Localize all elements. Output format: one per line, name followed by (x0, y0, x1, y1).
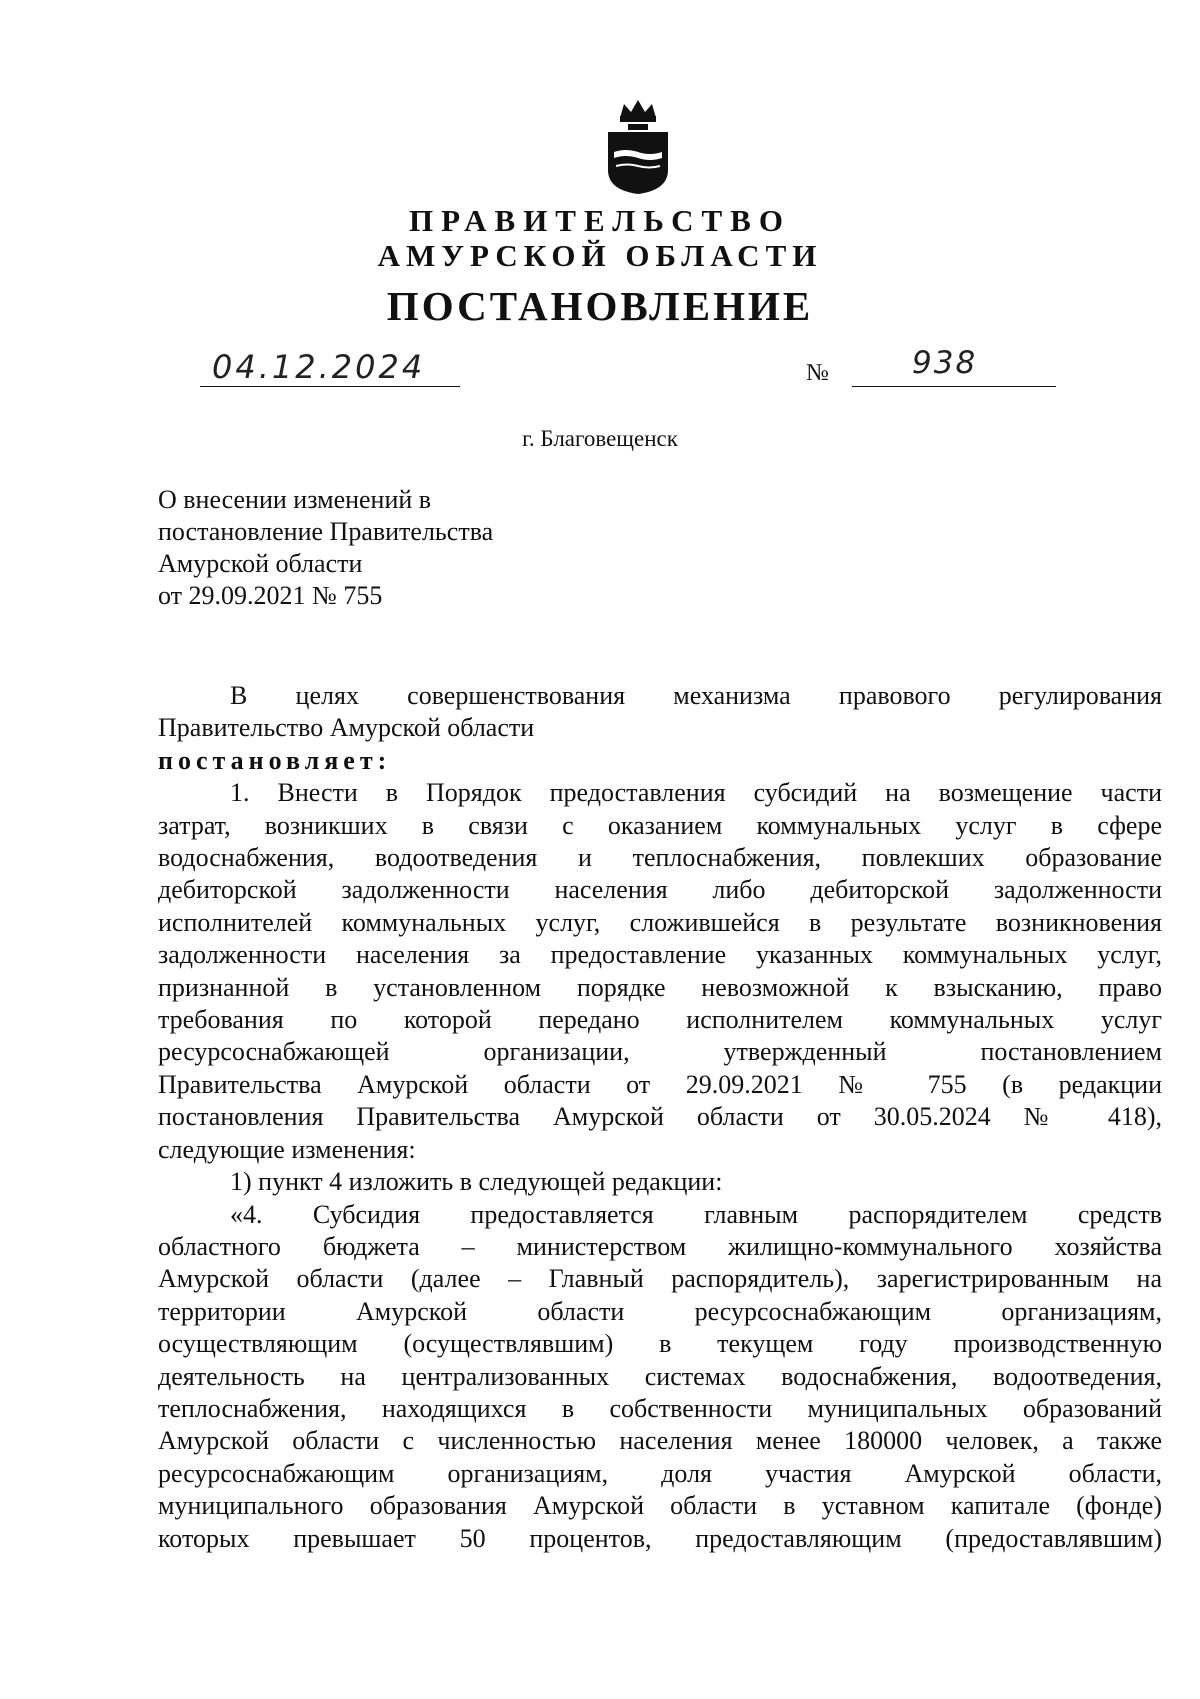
body-line: Правительства Амурской области от 29.09.2021 № 755 (в редакции (158, 1069, 1162, 1099)
body-line: ресурсоснабжающей организации, утвержденный постановлением (158, 1037, 1162, 1067)
coat-of-arms-emblem (598, 96, 678, 196)
number-sign: № (806, 360, 829, 386)
body-line: осуществляющим (осуществлявшим) в текущем году производственную (158, 1329, 1162, 1359)
body-line: дебиторской задолженности населения либо дебиторской задолженности (158, 875, 1162, 905)
body-line: исполнителей коммунальных услуг, сложившейся в результате возникновения (158, 907, 1162, 937)
body-line: «4. Субсидия предоставляется главным распорядителем средств (230, 1199, 1162, 1229)
body-line: требования по которой передано исполнителем коммунальных услуг (158, 1005, 1162, 1035)
body-line: задолженности населения за предоставление указанных коммунальных услуг, (158, 940, 1162, 970)
document-type-title: ПОСТАНОВЛЕНИЕ (386, 283, 814, 329)
body-line: теплоснабжения, находящихся в собственности муниципальных образований (158, 1393, 1162, 1423)
body-line: В целях совершенствования механизма правового регулирования (230, 681, 1162, 710)
body-line: признанной в установленном порядке невозможной к взысканию, право (158, 972, 1162, 1002)
body-line: 1) пункт 4 изложить в следующей редакции: (230, 1167, 723, 1197)
body-line: затрат, возникших в связи с оказанием коммунальных услуг в сфере (158, 810, 1162, 840)
handwritten-date: 04.12.2024 (212, 348, 426, 386)
body-line: которых превышает 50 процентов, предоставляющим (предоставлявшим) (158, 1523, 1162, 1553)
body-line: 1. Внести в Порядок предоставления субсидий на возмещение части (230, 778, 1162, 808)
subject-line: постановление Правительства (158, 517, 494, 546)
body-line: постановления Правительства Амурской области от 30.05.2024 № 418), (158, 1102, 1162, 1132)
body-line: территории Амурской области ресурсоснабжающим организациям, (158, 1296, 1162, 1326)
body-line: областного бюджета – министерством жилищно-коммунального хозяйства (158, 1231, 1162, 1261)
body-line: следующие изменения: (158, 1134, 416, 1164)
region-title: АМУРСКОЙ ОБЛАСТИ (377, 238, 823, 273)
body-line: Амурской области (далее – Главный распорядитель), зарегистрированным на (158, 1264, 1162, 1294)
subject-line: Амурской области (158, 549, 363, 578)
government-title: ПРАВИТЕЛЬСТВО (409, 203, 791, 238)
body-line: Правительство Амурской области (158, 713, 535, 743)
body-line: ресурсоснабжающим организациям, доля участия Амурской области, (158, 1458, 1162, 1488)
date-underline (200, 386, 460, 387)
body-line: муниципального образования Амурской области в уставном капитале (фонде) (158, 1491, 1162, 1521)
number-underline (852, 386, 1056, 387)
document-subject (158, 484, 493, 612)
body-line: водоснабжения, водоотведения и теплоснабжения, повлекших образование (158, 843, 1162, 873)
subject-line: О внесении изменений в (158, 485, 432, 514)
subject-line: от 29.09.2021 № 755 (158, 581, 383, 610)
document-body (158, 680, 1162, 1555)
city-name: г. Благовещенск (522, 426, 678, 451)
resolves-keyword: постановляет: (158, 745, 392, 775)
body-line: Амурской области с численностью населения менее 180000 человек, а также (158, 1426, 1162, 1456)
body-line: деятельность на централизованных системах водоснабжения, водоотведения, (158, 1361, 1162, 1391)
handwritten-document-number: 938 (912, 345, 978, 381)
